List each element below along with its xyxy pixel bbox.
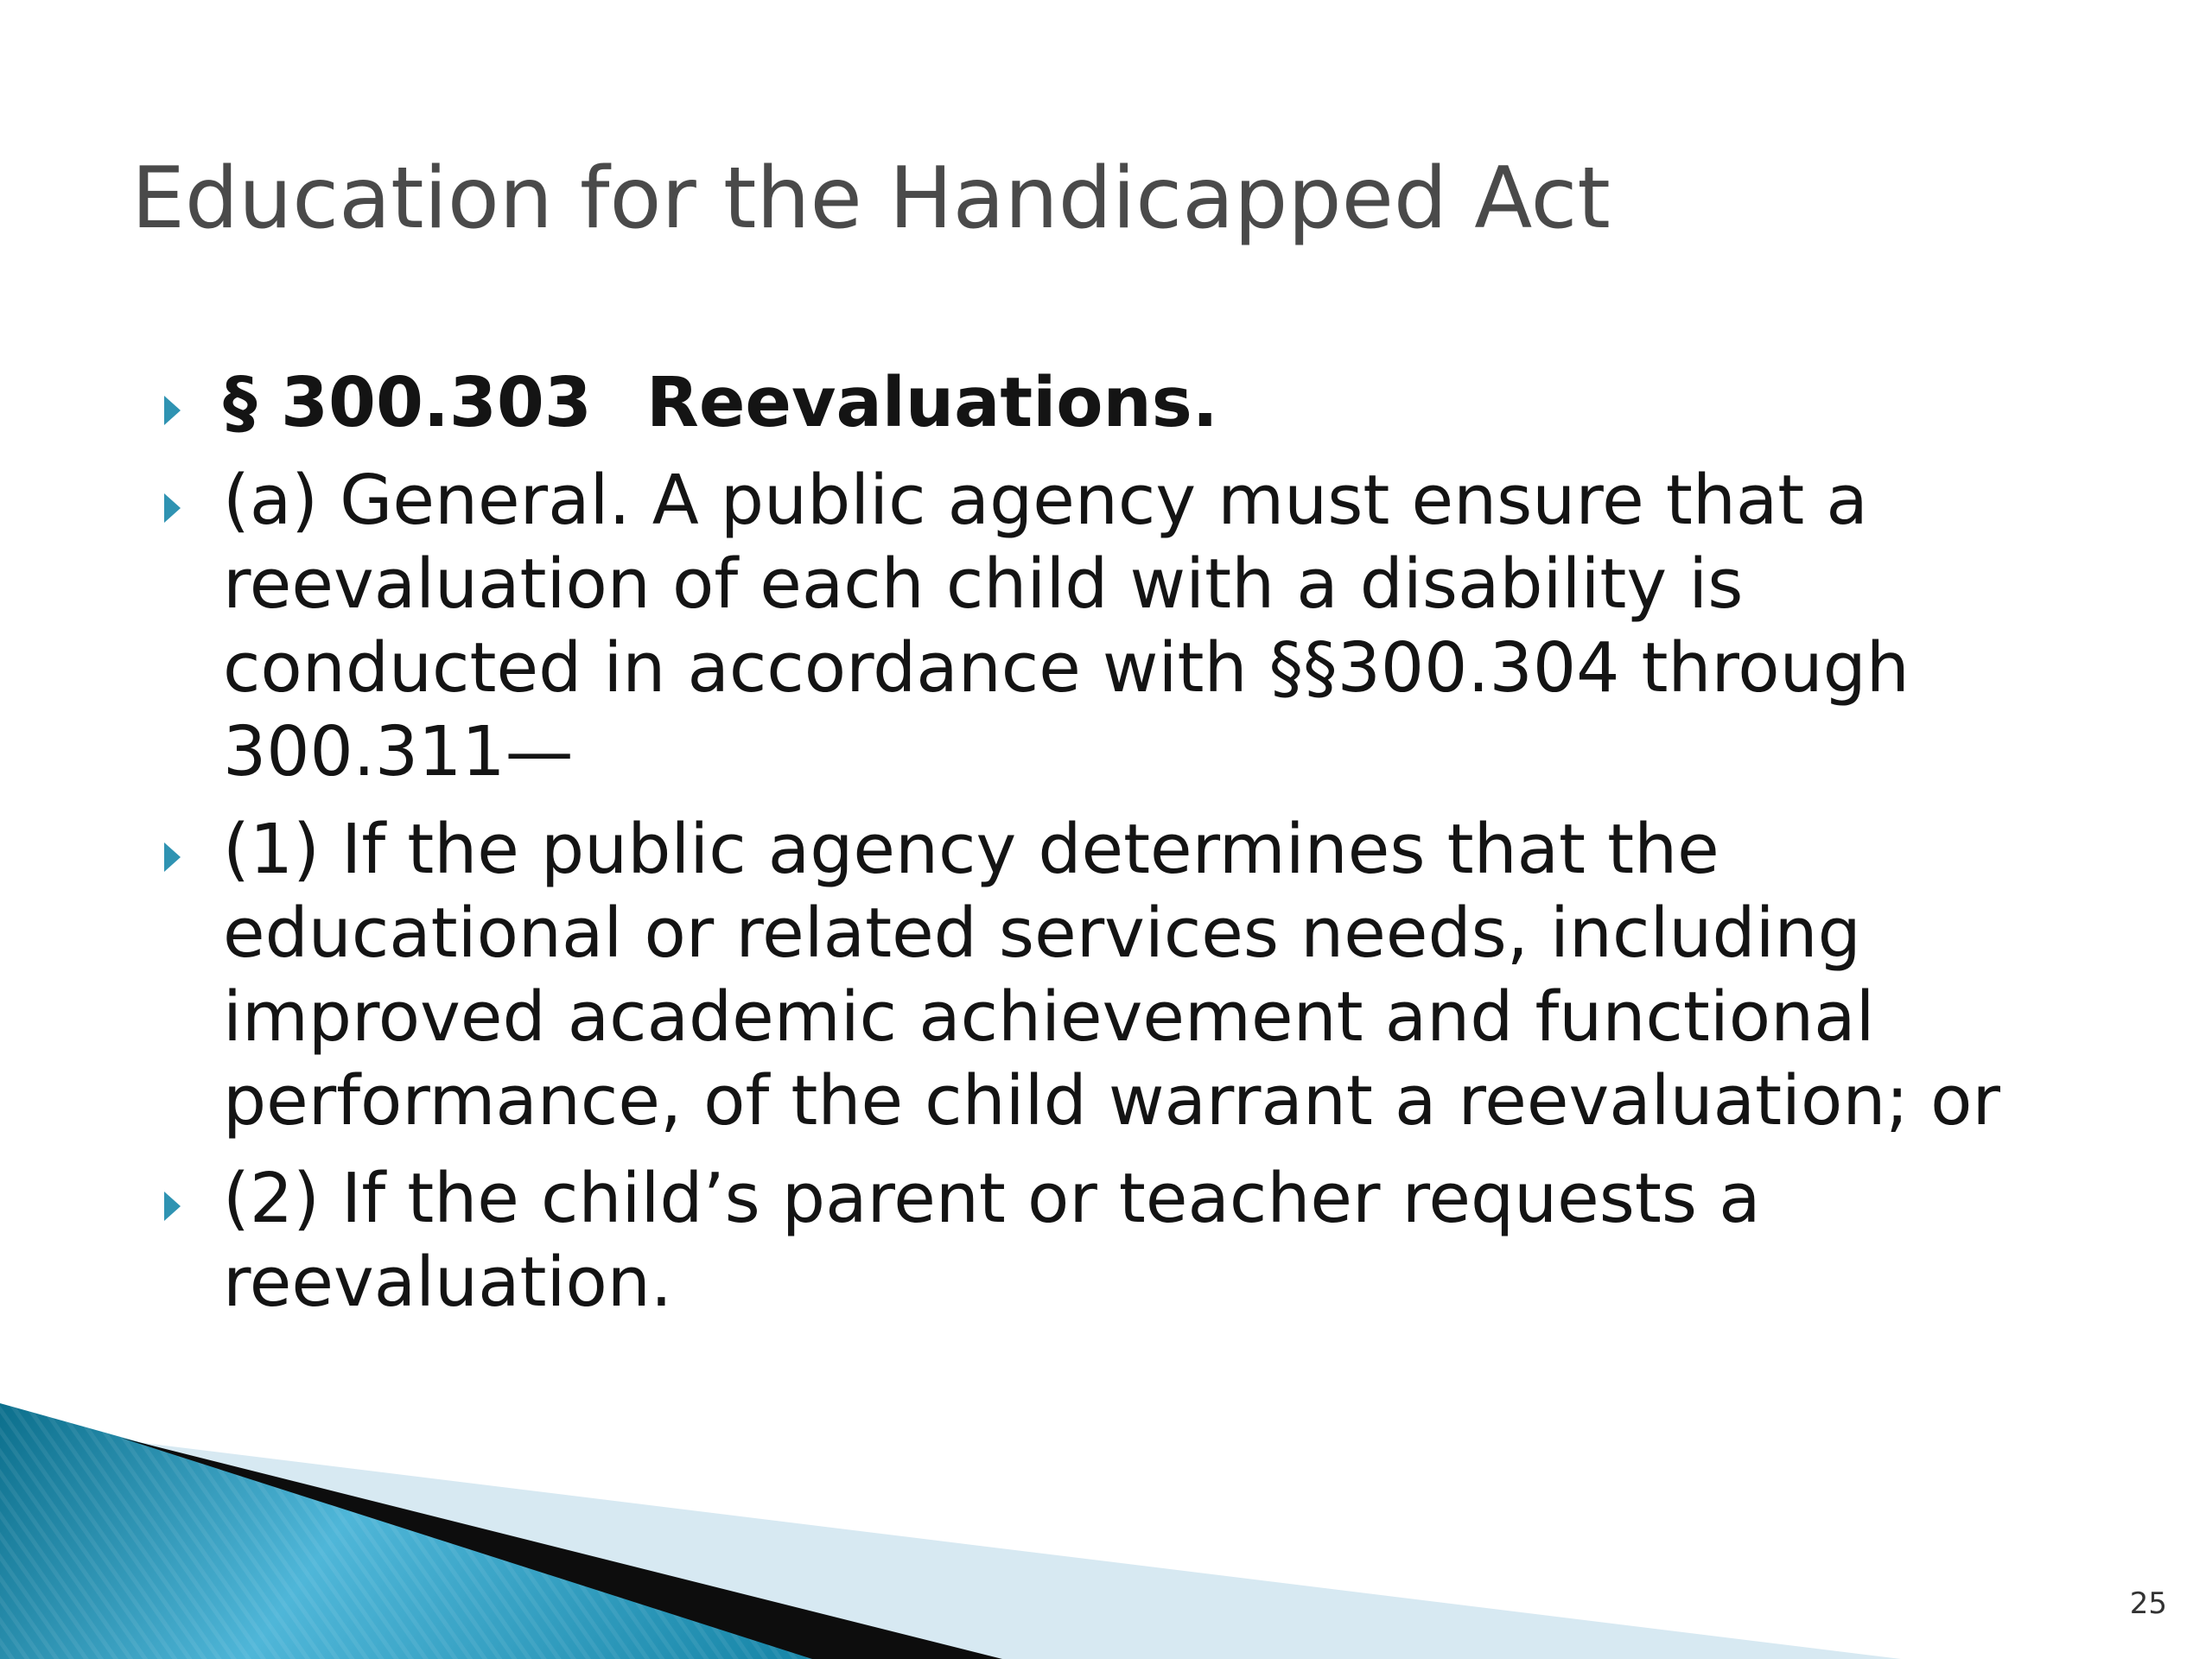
triangle-right-icon	[164, 842, 181, 872]
triangle-right-icon	[164, 493, 181, 523]
section-heading: Reevaluations.	[646, 363, 1218, 442]
bullet-item-general	[156, 459, 2074, 794]
triangle-right-icon	[164, 396, 181, 425]
bullet-list	[156, 361, 2074, 1338]
bullet-item-condition-1	[156, 808, 2074, 1143]
bullet-item-condition-2	[156, 1157, 2074, 1325]
triangle-right-icon	[164, 1192, 181, 1221]
bullet-text: (1) If the public agency determines that the educational or related services needs, including improved academic achievement and functional performance, of the child warrant a reevaluation; or	[223, 810, 2000, 1141]
page-number: 25	[2129, 1586, 2167, 1621]
bullet-text: (2) If the child’s parent or teacher requests a reevaluation.	[223, 1159, 1761, 1322]
slide-title: Education for the Handicapped Act	[131, 149, 1611, 248]
bullet-text: (a) General. A public agency must ensure that a reevaluation of each child with a disability is conducted in accordance with §§300.304 through 300.311—	[223, 461, 1910, 791]
bullet-item-section-heading	[156, 361, 2074, 445]
section-number: § 300.303	[223, 363, 592, 442]
